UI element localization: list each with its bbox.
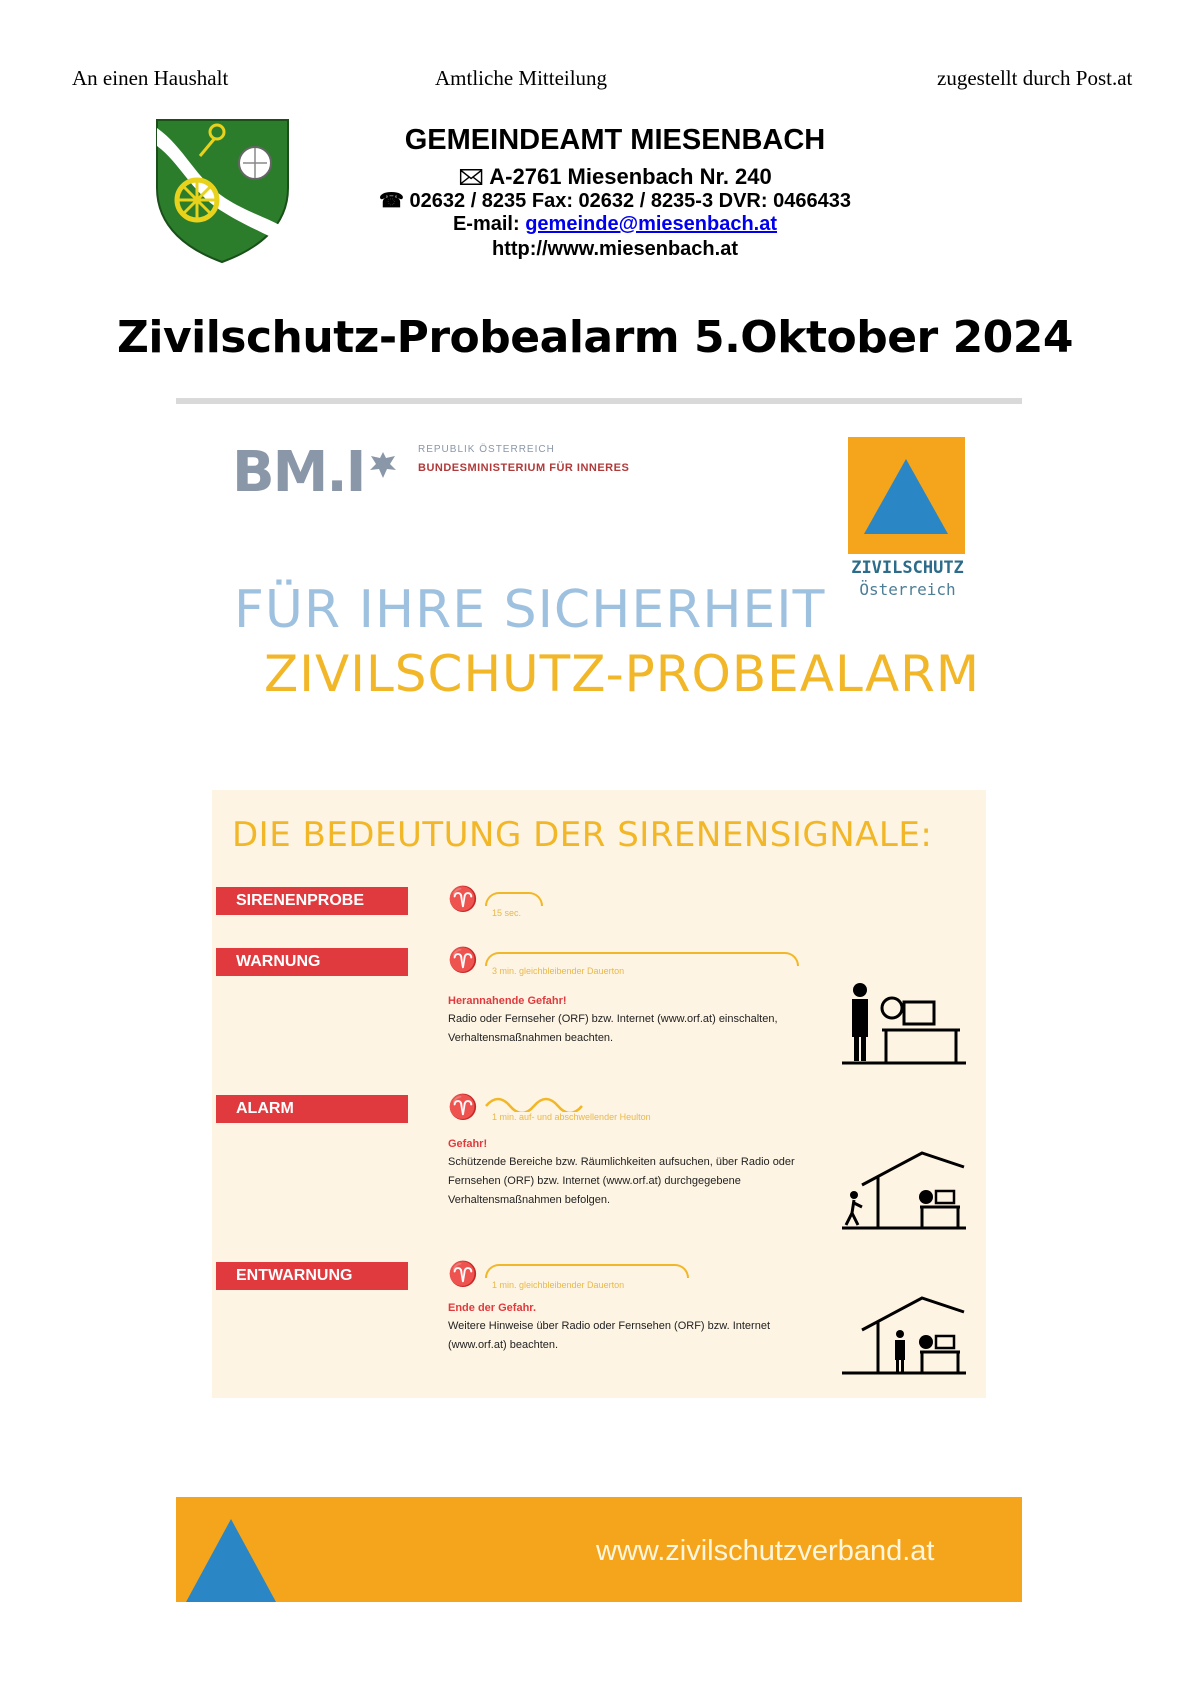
zivilschutz-triangle-icon [176,1497,296,1602]
email-line [330,213,900,236]
ministry-line-1: REPUBLIK ÖSTERREICH [418,444,555,455]
phone-icon: ☎ [379,190,404,212]
signal-heading: Ende der Gefahr. [448,1302,537,1314]
siren-icon: ♈ [448,1094,478,1121]
zivilschutz-triangle-icon [848,437,965,554]
bmi-logo: BM.I [232,440,365,505]
signal-curve [485,952,799,966]
phone-line [330,188,900,213]
signal-wave-curve [484,1092,584,1112]
official-notice: Amtliche Mitteilung [435,66,608,90]
page-title: Zivilschutz-Probealarm 5.Oktober 2024 [116,312,1074,363]
person-at-home-icon [842,1290,966,1376]
municipality-crest-icon [155,118,290,264]
email-link[interactable]: gemeinde@miesenbach.at [525,213,778,235]
signal-duration: 3 min. gleichbleibender Dauerton [492,966,625,976]
austrian-eagle-icon [368,448,398,480]
signal-label-warnung: WARNUNG [216,948,408,976]
municipality-name: GEMEINDEAMT MIESENBACH [404,124,826,156]
delivery-note: zugestellt durch Post.at [937,66,1133,90]
signal-description: Weitere Hinweise über Radio oder Fernsehen (ORF) bzw. Internet (www.orf.at) beachten. [448,1320,770,1351]
siren-icon: ♈ [448,886,478,913]
banner-url[interactable]: www.zivilschutzverband.at [596,1535,935,1567]
siren-icon: ♈ [448,947,478,974]
zivilschutz-country: Österreich [859,580,956,599]
title-divider [176,398,1022,404]
signal-description: Schützende Bereiche bzw. Räumlichkeiten aufsuchen, über Radio oder Fernsehen (ORF) bzw. Internet (www.orf.at) durchgegebene Verhaltensmaßnahmen befolgen. [448,1156,795,1206]
siren-icon: ♈ [448,1261,478,1288]
envelope-icon: 🖂 [458,164,484,189]
website-line: http://www.miesenbach.at [492,238,738,260]
signal-label-sirenenprobe: SIRENENPROBE [216,887,408,915]
zivilschutz-logo [848,437,965,554]
email-label: E-mail: [452,213,520,235]
zivilschutz-label: ZIVILSCHUTZ [851,558,964,578]
signal-label-entwarnung: ENTWARNUNG [216,1262,408,1290]
recipient-note: An einen Haushalt [72,66,229,90]
signal-curve [485,892,543,906]
phone-text: 02632 / 8235 Fax: 02632 / 8235-3 DVR: 0466433 [409,190,851,212]
headline-safety: FÜR IHRE SICHERHEIT [234,580,826,640]
signal-heading: Herannahende Gefahr! [448,995,567,1007]
signal-description: Radio oder Fernseher (ORF) bzw. Internet (www.orf.at) einschalten, Verhaltensmaßnahmen beachten. [448,1013,778,1044]
signal-duration: 1 min. gleichbleibender Dauerton [492,1280,625,1290]
signal-heading: Gefahr! [448,1138,488,1150]
signal-duration: 15 sec. [492,908,522,918]
ministry-line-2: BUNDESMINISTERIUM FÜR INNERES [418,462,630,474]
signals-panel-title: DIE BEDEUTUNG DER SIRENENSIGNALE: [232,815,933,855]
signal-curve [485,1264,689,1278]
signal-duration: 1 min. auf- und abschwellender Heulton [492,1112,651,1122]
person-radio-tv-icon [842,980,966,1066]
address-text: A-2761 Miesenbach Nr. 240 [489,164,772,189]
headline-probealarm: ZIVILSCHUTZ-PROBEALARM [264,645,981,703]
person-seeking-shelter-icon [842,1145,966,1231]
signal-label-alarm: ALARM [216,1095,408,1123]
